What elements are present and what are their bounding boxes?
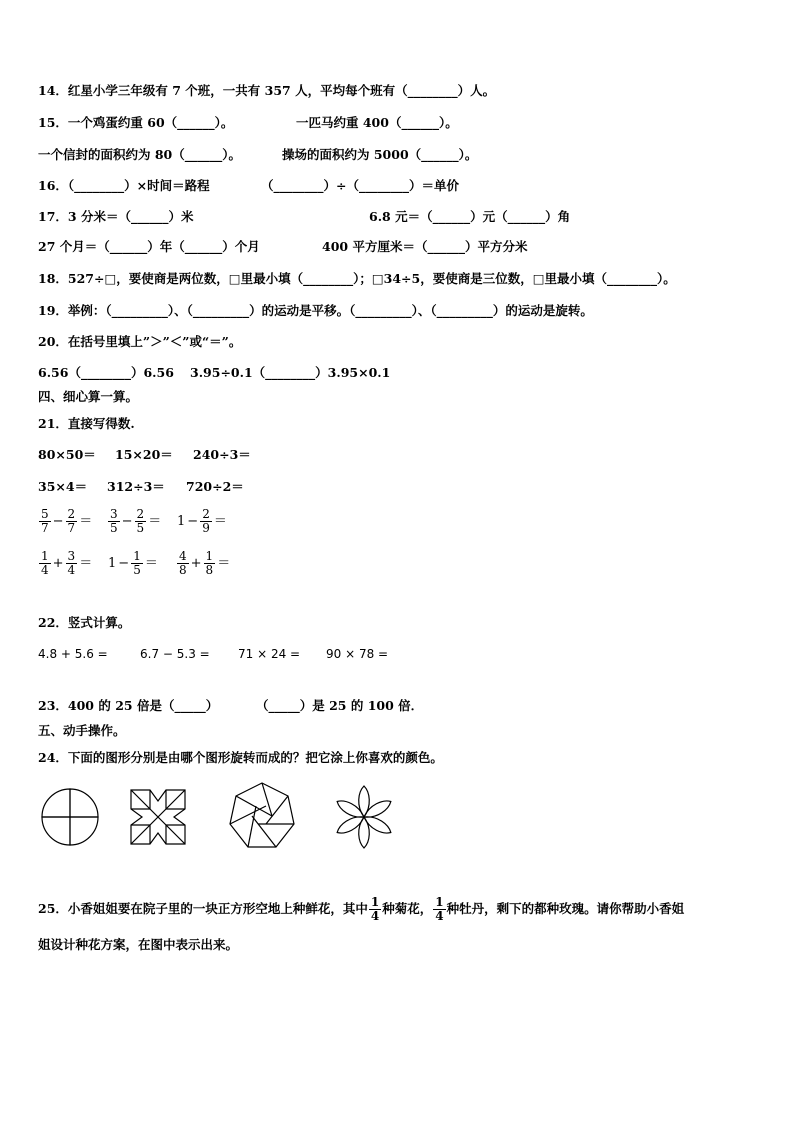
- six-petal-flower-icon: [330, 784, 398, 850]
- question-17-yuan: 6.8 元＝（______）元（______）角: [369, 209, 571, 224]
- mental-math-item: 720÷2＝: [186, 479, 244, 494]
- question-20-compare-a: 6.56（________）6.56: [38, 365, 174, 380]
- fraction-item: 1 − $\frac{1}{5}$ ＝: [108, 549, 158, 577]
- section-4-title: 四、细心算一算。: [38, 389, 139, 404]
- mental-math-item: 80×50＝: [38, 447, 96, 462]
- mental-math-item: 15×20＝: [115, 447, 173, 462]
- question-16-distance: 16．（________）×时间＝路程: [38, 178, 210, 193]
- question-18: 18．527÷□，要使商是两位数，□里最小填（________）；□34÷5，要使商是三位数，□里最小填（________）。: [38, 271, 676, 286]
- question-15-horse: 一匹马约重 400（______）。: [296, 115, 458, 130]
- vertical-calc-item: 6.7 − 5.3 =: [140, 647, 210, 661]
- fraction-item: $\frac{3}{5}$ − $\frac{2}{5}$ ＝: [110, 507, 162, 535]
- question-21: 21．直接写得数.: [38, 416, 135, 431]
- question-25-line2: 姐设计种花方案，在图中表示出来。: [38, 937, 239, 952]
- x-cross-shape-icon: [128, 787, 188, 847]
- mental-math-item: 240÷3＝: [193, 447, 251, 462]
- mental-math-item: 312÷3＝: [107, 479, 165, 494]
- question-17-months: 27 个月＝（______）年（______）个月: [38, 239, 260, 254]
- question-25-line1: 25．小香姐姐要在院子里的一块正方形空地上种鲜花，其中 $\frac{1}{4}$ 种菊花， $\frac{1}{4}$ 种牡丹，剩下的都种玫瑰。请你帮助小香姐: [38, 895, 685, 923]
- question-19: 19．举例：（_________）、（_________）的运动是平移。（_________）、（_________）的运动是旋转。: [38, 303, 593, 318]
- question-22: 22．竖式计算。: [38, 615, 131, 630]
- question-16-unit-price: （________）÷（________）＝单价: [261, 178, 459, 193]
- question-20: 20．在括号里填上”＞”＜”或“＝”。: [38, 334, 242, 349]
- vertical-calc-item: 4.8 + 5.6 =: [38, 647, 108, 661]
- question-15-playground: 操场的面积约为 5000（______）。: [282, 147, 478, 162]
- question-20-compare-b: 3.95÷0.1（________）3.95×0.1: [190, 365, 391, 380]
- fraction-item: $\frac{5}{7}$ − $\frac{2}{7}$ ＝: [41, 507, 93, 535]
- pinwheel-icon: [36, 785, 104, 849]
- question-23-b: （_____）是 25 的 100 倍．: [256, 698, 424, 713]
- heptagon-spiral-icon: [226, 780, 298, 852]
- question-17-area: 400 平方厘米＝（______）平方分米: [322, 239, 528, 254]
- question-15-envelope: 一个信封的面积约为 80（______）。: [38, 147, 241, 162]
- mental-math-item: 35×4＝: [38, 479, 88, 494]
- question-24: 24．下面的图形分别是由哪个图形旋转而成的？把它涂上你喜欢的颜色。: [38, 750, 443, 765]
- fraction-item: 1 − $\frac{2}{9}$ ＝: [177, 507, 227, 535]
- fraction-item: $\frac{4}{8}$ + $\frac{1}{8}$ ＝: [179, 549, 231, 577]
- section-5-title: 五、动手操作。: [38, 723, 126, 738]
- question-15-egg: 15．一个鸡蛋约重 60（______）。: [38, 115, 234, 130]
- question-23-a: 23．400 的 25 倍是（_____）: [38, 698, 219, 713]
- question-17-decimeter: 17．3 分米＝（______）米: [38, 209, 194, 224]
- vertical-calc-item: 90 × 78 =: [326, 647, 389, 661]
- vertical-calc-item: 71 × 24 =: [238, 647, 301, 661]
- question-14: 14．红星小学三年级有 7 个班，一共有 357 人，平均每个班有（________）人。: [38, 83, 496, 98]
- fraction-item: $\frac{1}{4}$ + $\frac{3}{4}$ ＝: [41, 549, 93, 577]
